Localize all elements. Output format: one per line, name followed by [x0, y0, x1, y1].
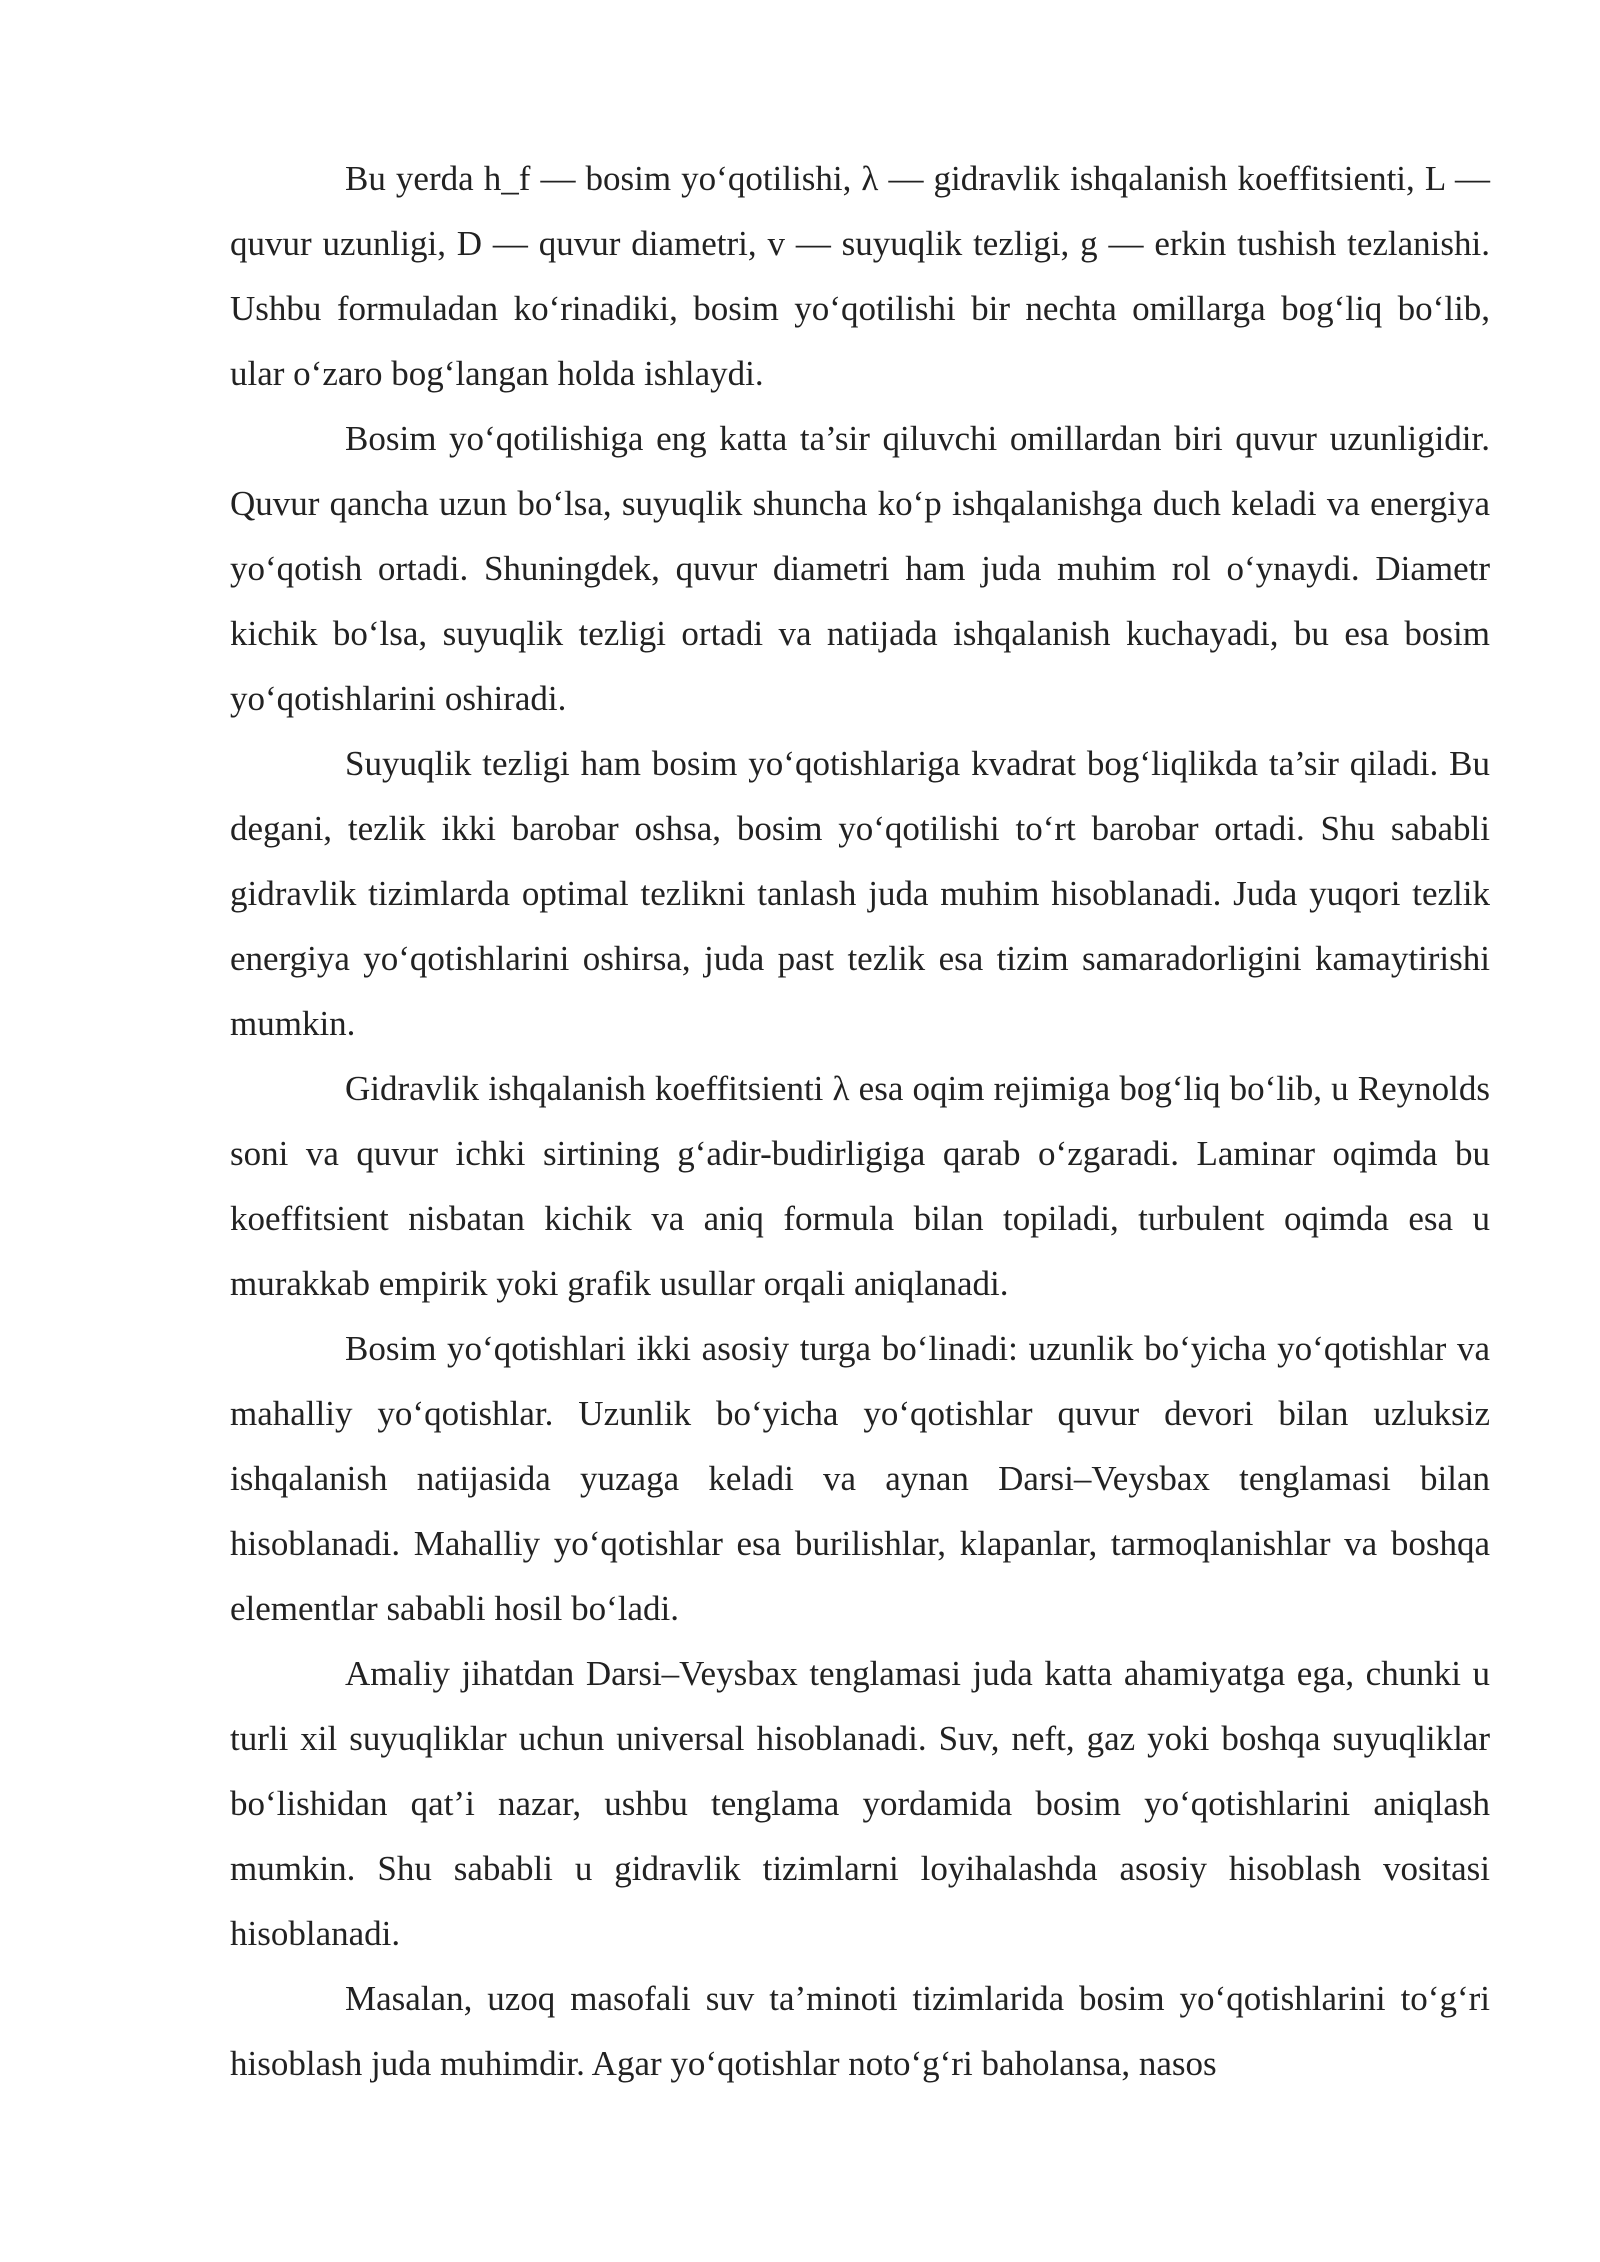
paragraph-5: Bosim yo‘qotishlari ikki asosiy turga bo‘linadi: uzunlik bo‘yicha yo‘qotishlar va mahalliy yo‘qotishlar. Uzunlik bo‘yicha yo‘qotishlar quvur devori bilan uzluksiz ishqalanish natijasida yuzaga keladi va aynan Darsi–Veysbax tenglamasi bilan hisoblanadi. Mahalliy yo‘qotishlar esa burilishlar, klapanlar, tarmoqlanishlar va boshqa elementlar sababli hosil bo‘ladi.: [230, 1329, 1490, 1628]
paragraph-2: Bosim yo‘qotilishiga eng katta ta’sir qiluvchi omillardan biri quvur uzunligidir. Quvur qancha uzun bo‘lsa, suyuqlik shuncha ko‘p ishqalanishga duch keladi va energiya yo‘qotish ortadi. Shuningdek, quvur diametri ham juda muhim rol o‘ynaydi. Diametr kichik bo‘lsa, suyuqlik tezligi ortadi va natijada ishqalanish kuchayadi, bu esa bosim yo‘qotishlarini oshiradi.: [230, 419, 1490, 718]
document-page: [230, 146, 1490, 2096]
paragraph-3: Suyuqlik tezligi ham bosim yo‘qotishlariga kvadrat bog‘liqlikda ta’sir qiladi. Bu degani, tezlik ikki barobar oshsa, bosim yo‘qotilishi to‘rt barobar ortadi. Shu sababli gidravlik tizimlarda optimal tezlikni tanlash juda muhim hisoblanadi. Juda yuqori tezlik energiya yo‘qotishlarini oshirsa, juda past tezlik esa tizim samaradorligini kamaytirishi mumkin.: [230, 744, 1490, 1043]
paragraph-6: Amaliy jihatdan Darsi–Veysbax tenglamasi juda katta ahamiyatga ega, chunki u turli xil suyuqliklar uchun universal hisoblanadi. Suv, neft, gaz yoki boshqa suyuqliklar bo‘lishidan qat’i nazar, ushbu tenglama yordamida bosim yo‘qotishlarini aniqlash mumkin. Shu sababli u gidravlik tizimlarni loyihalashda asosiy hisoblash vositasi hisoblanadi.: [230, 1654, 1490, 1953]
paragraph-4: Gidravlik ishqalanish koeffitsienti λ esa oqim rejimiga bog‘liq bo‘lib, u Reynolds soni va quvur ichki sirtining g‘adir-budirligiga qarab o‘zgaradi. Laminar oqimda bu koeffitsient nisbatan kichik va aniq formula bilan topiladi, turbulent oqimda esa u murakkab empirik yoki grafik usullar orqali aniqlanadi.: [230, 1069, 1490, 1303]
paragraph-1: Bu yerda h_f — bosim yo‘qotilishi, λ — gidravlik ishqalanish koeffitsienti, L — quvur uzunligi, D — quvur diametri, v — suyuqlik tezligi, g — erkin tushish tezlanishi. Ushbu formuladan ko‘rinadiki, bosim yo‘qotilishi bir nechta omillarga bog‘liq bo‘lib, ular o‘zaro bog‘langan holda ishlaydi.: [230, 159, 1490, 393]
paragraph-7: Masalan, uzoq masofali suv ta’minoti tizimlarida bosim yo‘qotishlarini to‘g‘ri hisoblash juda muhimdir. Agar yo‘qotishlar noto‘g‘ri baholansa, nasos: [230, 1979, 1490, 2083]
